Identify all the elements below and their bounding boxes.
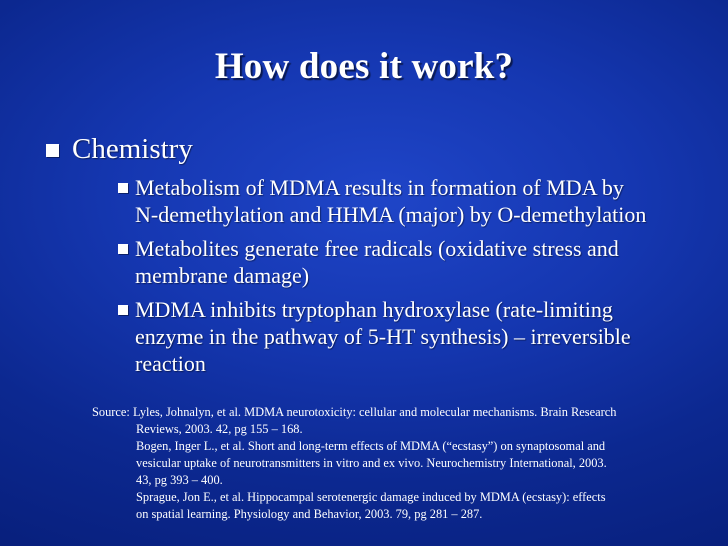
citation-line: 43, pg 393 – 400. (136, 473, 223, 487)
sub-bullet-line: reaction (135, 351, 206, 376)
sub-bullet-line: Metabolism of MDMA results in formation of MDA by (135, 175, 624, 200)
sub-bullet-line: membrane damage) (135, 263, 310, 288)
sub-bullet-line: MDMA inhibits tryptophan hydroxylase (rate-limiting (135, 297, 613, 322)
sub-bullet-line: N-demethylation and HHMA (major) by O-demethylation (135, 202, 647, 227)
citation-line: on spatial learning. Physiology and Behavior, 2003. 79, pg 281 – 287. (136, 507, 483, 521)
citation-line: Source: Lyles, Johnalyn, et al. MDMA neurotoxicity: cellular and molecular mechanisms. Brain Research (92, 405, 617, 419)
square-bullet-icon (46, 144, 59, 157)
square-bullet-icon (118, 244, 128, 254)
square-bullet-icon (118, 305, 128, 315)
bullet-label: Chemistry (72, 133, 193, 165)
citation-line: Sprague, Jon E., et al. Hippocampal serotenergic damage induced by MDMA (ecstasy): effects (136, 490, 606, 504)
sub-bullet-line: enzyme in the pathway of 5-HT synthesis) – irreversible (135, 324, 631, 349)
citation-line: vesicular uptake of neurotransmitters in vitro and ex vivo. Neurochemistry International, 2003. (136, 456, 607, 470)
sub-bullet-line: Metabolites generate free radicals (oxidative stress and (135, 236, 619, 261)
square-bullet-icon (118, 183, 128, 193)
citation-line: Reviews, 2003. 42, pg 155 – 168. (136, 422, 303, 436)
slide-title: How does it work? (214, 46, 514, 87)
citation-line: Bogen, Inger L., et al. Short and long-term effects of MDMA (“ecstasy”) on synaptosomal and (136, 439, 606, 453)
